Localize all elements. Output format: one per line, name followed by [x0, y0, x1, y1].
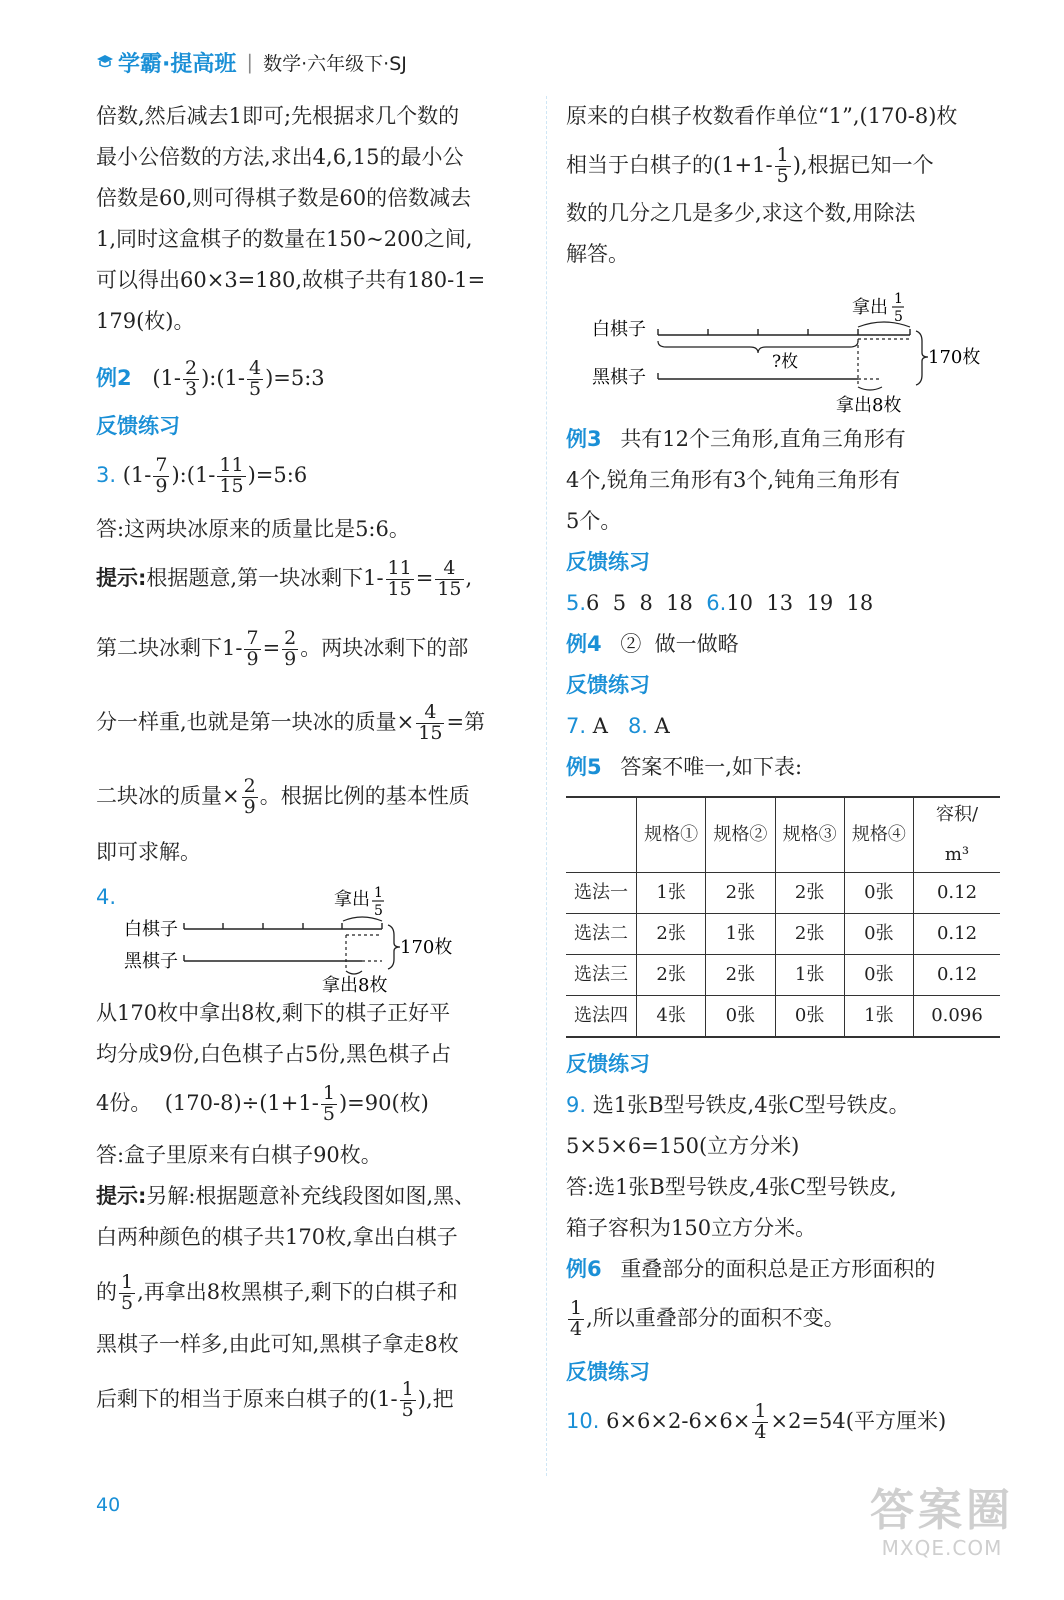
feedback-heading: 反馈练习 [566, 1052, 650, 1076]
hint-line: 提示:根据题意,第一块冰剩下1- $\frac{11}{15}$ = $\frac{4}{15}$ , [96, 557, 473, 600]
intro-line: 1,同时这盒棋子的数量在150~200之间, [96, 227, 473, 251]
eq-part: ):(1- [171, 463, 216, 487]
q10-line: 10. 6×6×2-6×6× $\frac{1}{4}$ ×2=54(平方厘米) [566, 1400, 947, 1443]
q9-line: 答:选1张B型号铁皮,4张C型号铁皮, [566, 1175, 897, 1199]
example-label: 例5 [566, 755, 602, 779]
cont-line: 相当于白棋子的(1+1- $\frac{1}{5}$ ),根据已知一个 [566, 144, 934, 187]
take-out-den: 5 [374, 903, 383, 919]
q5-q6: 5.6 5 8 18 6.10 13 19 18 [566, 591, 874, 615]
white-ticks [658, 329, 910, 335]
intro-line: 179(枚)。 [96, 309, 195, 333]
right-column [566, 96, 1006, 1449]
example-5: 例5 答案不唯一,如下表: [566, 755, 803, 779]
cont-line: 数的几分之几是多少,求这个数,用除法 [566, 201, 916, 225]
question-number: 3. [96, 463, 117, 487]
example-label: 例2 [96, 366, 132, 390]
hint-line: 后剩下的相当于原来白棋子的(1- $\frac{1}{5}$ ),把 [96, 1378, 454, 1421]
feedback-heading: 反馈练习 [566, 673, 650, 697]
diagram-label-white: 白棋子 [124, 919, 178, 940]
q9-line: 5×5×6=150(立方分米) [566, 1134, 800, 1158]
feedback-heading: 反馈练习 [566, 550, 650, 574]
example-label: 例6 [566, 1257, 602, 1281]
hint-line: 即可求解。 [96, 840, 201, 864]
total-brace [916, 331, 928, 385]
question-3 [96, 447, 536, 503]
take8-brace [346, 971, 362, 974]
fraction: $\frac{1}{4}$ [754, 1400, 767, 1443]
hint-line: 提示:另解:根据题意补充线段图如图,黑、 [96, 1184, 476, 1208]
example-label: 例4 [566, 632, 602, 656]
q4-line: 从170枚中拿出8枚,剩下的棋子正好平 [96, 1001, 451, 1025]
take8-brace [858, 387, 882, 390]
fraction: $\frac{1}{5}$ [401, 1378, 414, 1421]
q4-line: 均分成9份,白色棋子占5份,黑色棋子占 [96, 1042, 452, 1066]
table-header: 规格③ [775, 797, 844, 873]
fraction: $\frac{11}{15}$ [387, 557, 412, 600]
take-out-den: 5 [894, 309, 903, 325]
table-header-row [566, 797, 1000, 873]
total-brace [388, 925, 400, 969]
diagram-label-black: 黑棋子 [124, 951, 178, 972]
example-2 [96, 350, 536, 406]
question-brace [658, 341, 858, 353]
feedback-heading: 反馈练习 [566, 1360, 650, 1384]
spec-table [566, 796, 1000, 1038]
take-out-num: 1 [374, 885, 383, 901]
fraction: $\frac{4}{5}$ [248, 357, 262, 400]
intro-line: 可以得出60×3=180,故棋子共有180-1= [96, 268, 486, 292]
watermark-url: MXQE.COM [881, 1536, 1003, 1560]
fraction: $\frac{7}{9}$ [155, 454, 168, 497]
eq-part: ):(1- [201, 366, 245, 390]
fraction: $\frac{11}{15}$ [219, 454, 244, 497]
hint-line: 白两种颜色的棋子共170枚,拿出白棋子 [96, 1225, 458, 1249]
table-header: 规格② [706, 797, 775, 873]
left-column [96, 96, 536, 1427]
diagram-label-black: 黑棋子 [592, 367, 646, 388]
hint-line: 第二块冰剩下1- $\frac{7}{9}$ = $\frac{2}{9}$ 。两块冰剩下的部 [96, 627, 469, 670]
watermark-title: 答案圈 [870, 1485, 1014, 1536]
eq-part: )=5:6 [247, 463, 308, 487]
eq-part: (1- [152, 366, 181, 390]
feedback-heading: 反馈练习 [96, 414, 180, 438]
eq-part: (1- [122, 463, 152, 487]
intro-line: 倍数,然后减去1即可;先根据求几个数的 [96, 104, 460, 128]
question-4-diagram [96, 877, 536, 993]
page-number: 40 [96, 1494, 121, 1516]
example-label: 例3 [566, 427, 602, 451]
table-header [566, 797, 637, 873]
hint-label: 提示: [96, 566, 147, 590]
ex6-line: $\frac{1}{4}$ ,所以重叠部分的面积不变。 [570, 1297, 845, 1340]
ex3-line: 5个。 [566, 509, 622, 533]
table-row: 选法二 2张 1张 2张 0张 0.12 [566, 914, 1000, 955]
table-row: 选法三 2张 2张 1张 0张 0.12 [566, 955, 1000, 996]
answer-3: 答:这两块冰原来的质量比是5:6。 [96, 517, 410, 541]
fraction: $\frac{1}{5}$ [322, 1082, 335, 1125]
table-row: 选法四 4张 0张 0张 1张 0.096 [566, 996, 1000, 1038]
line-segment-diagram [96, 877, 536, 993]
fraction: $\frac{2}{3}$ [184, 357, 198, 400]
fraction: $\frac{2}{9}$ [284, 627, 297, 670]
graduation-cap-icon [96, 54, 114, 70]
example-3: 例3 共有12个三角形,直角三角形有 [566, 427, 906, 451]
header-separator: | [246, 50, 254, 74]
cont-line: 解答。 [566, 242, 629, 266]
question-label: ?枚 [772, 352, 799, 372]
cont-line: 原来的白棋子枚数看作单位“1”,(170-8)枚 [566, 104, 958, 128]
hint-line: 黑棋子一样多,由此可知,黑棋子拿走8枚 [96, 1332, 459, 1356]
take8-label: 拿出8枚 [836, 395, 902, 416]
fraction: $\frac{1}{5}$ [776, 144, 789, 187]
line-segment-diagram-2 [566, 283, 1006, 419]
answer-4: 答:盒子里原来有白棋子90枚。 [96, 1143, 382, 1167]
total-label: 170枚 [928, 347, 981, 368]
example-6: 例6 重叠部分的面积总是正方形面积的 [566, 1257, 936, 1281]
hint-line: 二块冰的质量× $\frac{2}{9}$ 。根据比例的基本性质 [96, 775, 470, 818]
fraction: $\frac{1}{5}$ [121, 1271, 134, 1314]
take-out-label: 拿出 [334, 889, 370, 910]
q4-equation: 4份。 (170-8)÷(1+1- $\frac{1}{5}$ )=90(枚) [96, 1082, 429, 1125]
diagram-label-white: 白棋子 [592, 319, 646, 340]
column-divider [546, 96, 547, 1476]
fraction: $\frac{7}{9}$ [246, 627, 259, 670]
q7-q8: 7. A 8. A [566, 714, 670, 738]
hint-line: 分一样重,也就是第一块冰的质量× $\frac{4}{15}$ =第 [96, 701, 486, 744]
table-header-volume: 容积/ m³ [914, 797, 1001, 873]
take-out-num: 1 [894, 291, 903, 307]
take-out-label: 拿出 [852, 297, 888, 318]
watermark [842, 1486, 1042, 1576]
fraction: $\frac{2}{9}$ [243, 775, 256, 818]
white-ticks [184, 923, 382, 929]
hint-line: 的 $\frac{1}{5}$ ,再拿出8枚黑棋子,剩下的白棋子和 [96, 1271, 458, 1314]
fraction: $\frac{1}{4}$ [570, 1297, 583, 1340]
q9-line: 9. 选1张B型号铁皮,4张C型号铁皮。 [566, 1093, 910, 1117]
intro-line: 最小公倍数的方法,求出4,6,15的最小公 [96, 145, 464, 169]
subject-title: 数学·六年级下·SJ [263, 52, 407, 75]
example-4: 例4 ② 做一做略 [566, 632, 739, 656]
table-header: 规格④ [844, 797, 913, 873]
take8-label: 拿出8枚 [322, 975, 388, 993]
page-header [96, 42, 407, 82]
intro-line: 倍数是60,则可得棋子数是60的倍数减去 [96, 186, 472, 210]
ex3-line: 4个,锐角三角形有3个,钝角三角形有 [566, 468, 901, 492]
table-header: 规格① [637, 797, 706, 873]
eq-part: )=5:3 [265, 366, 325, 390]
fraction: $\frac{4}{15}$ [437, 557, 462, 600]
table-row: 选法一 1张 2张 2张 0张 0.12 [566, 873, 1000, 914]
question-number: 4. [96, 885, 117, 909]
diagram-2 [566, 283, 1006, 419]
brand-title: 学霸·提高班 [118, 51, 237, 77]
q9-line: 箱子容积为150立方分米。 [566, 1216, 817, 1240]
total-label: 170枚 [400, 937, 453, 958]
fraction: $\frac{4}{15}$ [418, 701, 443, 744]
